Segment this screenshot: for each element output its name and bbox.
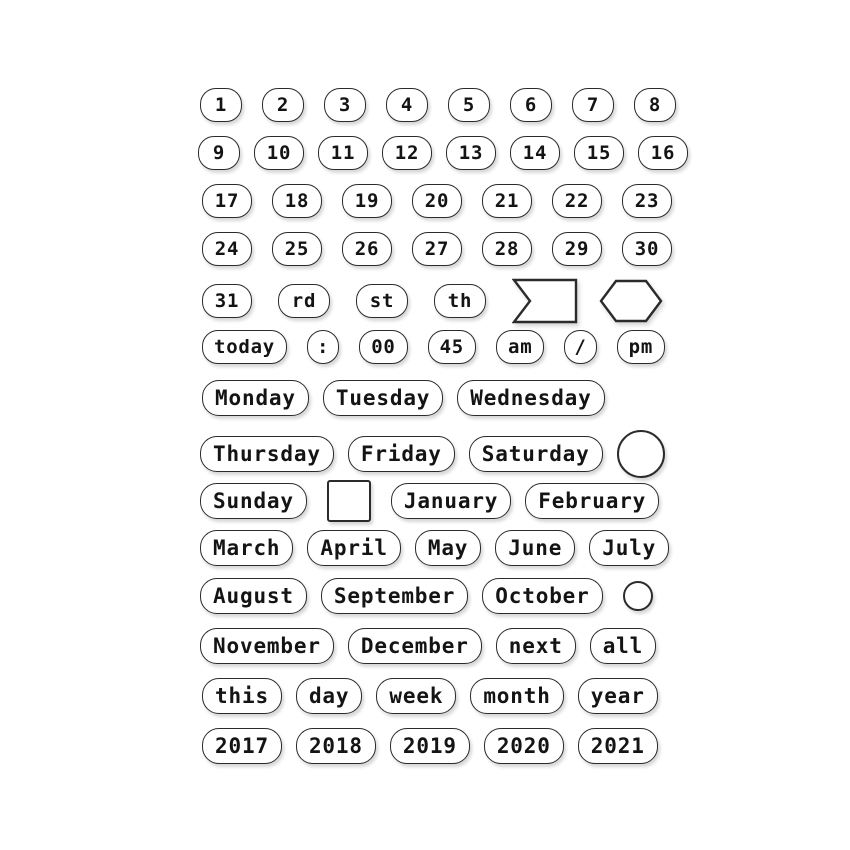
stamp-number[interactable]: 17 [202,184,252,218]
stamp-number[interactable]: 3 [324,88,366,122]
stamp-tuesday[interactable]: Tuesday [323,380,443,416]
stamp-march[interactable]: March [200,530,293,566]
stamp-number[interactable]: 30 [622,232,672,266]
stamp-july[interactable]: July [589,530,669,566]
stamp-april[interactable]: April [307,530,400,566]
stamp-number[interactable]: 1 [200,88,242,122]
stamp-sunday[interactable]: Sunday [200,483,307,519]
row-time [202,330,665,364]
stamp-number[interactable]: 25 [272,232,322,266]
stamp-number[interactable]: 12 [382,136,432,170]
row-weekdays-3 [200,480,659,522]
stamp-suffix-rd[interactable]: rd [278,284,330,318]
stamp-june[interactable]: June [495,530,575,566]
row-suffixes-and-shapes [202,278,664,324]
stamp-am[interactable]: am [496,330,544,364]
stamp-number[interactable]: 7 [572,88,614,122]
row-numbers-9-16 [198,136,688,170]
hexagon-shape[interactable] [598,278,664,324]
row-months-2 [200,530,669,566]
stamp-january[interactable]: January [391,483,511,519]
row-periods [202,678,658,714]
stamp-number[interactable]: 2 [262,88,304,122]
stamp-next[interactable]: next [496,628,576,664]
stamp-number[interactable]: 13 [446,136,496,170]
stamp-number[interactable]: 16 [638,136,688,170]
stamp-year-2017[interactable]: 2017 [202,728,282,764]
stamp-number[interactable]: 29 [552,232,602,266]
stamp-colon[interactable]: : [307,330,339,364]
stamp-month[interactable]: month [470,678,563,714]
stamp-minutes-00[interactable]: 00 [359,330,407,364]
stamp-year-2018[interactable]: 2018 [296,728,376,764]
stamp-december[interactable]: December [348,628,482,664]
stamp-number[interactable]: 10 [254,136,304,170]
stamp-number[interactable]: 19 [342,184,392,218]
stamp-thursday[interactable]: Thursday [200,436,334,472]
stamp-number[interactable]: 27 [412,232,462,266]
stamp-number[interactable]: 11 [318,136,368,170]
stamp-number[interactable]: 31 [202,284,252,318]
stamp-number[interactable]: 5 [448,88,490,122]
stamp-week[interactable]: week [376,678,456,714]
flag-banner-shape[interactable] [512,278,578,324]
stamp-year-2021[interactable]: 2021 [578,728,658,764]
row-weekdays-2 [200,430,665,478]
row-weekdays-1 [202,380,605,416]
stamp-number[interactable]: 8 [634,88,676,122]
stamp-number[interactable]: 24 [202,232,252,266]
stamp-friday[interactable]: Friday [348,436,455,472]
stamp-number[interactable]: 9 [198,136,240,170]
stamp-suffix-st[interactable]: st [356,284,408,318]
stamp-february[interactable]: February [525,483,659,519]
row-months-4 [200,628,656,664]
stamp-minutes-45[interactable]: 45 [428,330,476,364]
stamp-suffix-th[interactable]: th [434,284,486,318]
stamp-wednesday[interactable]: Wednesday [457,380,604,416]
small-circle-shape[interactable] [623,581,653,611]
stamp-number[interactable]: 23 [622,184,672,218]
stamp-slash[interactable]: / [564,330,596,364]
square-shape[interactable] [327,480,371,522]
stamp-number[interactable]: 22 [552,184,602,218]
stamp-november[interactable]: November [200,628,334,664]
stamp-number[interactable]: 21 [482,184,532,218]
stamp-october[interactable]: October [482,578,602,614]
stamp-number[interactable]: 26 [342,232,392,266]
stamp-monday[interactable]: Monday [202,380,309,416]
stamp-year-2020[interactable]: 2020 [484,728,564,764]
row-years [202,728,658,764]
stamp-number[interactable]: 6 [510,88,552,122]
stamp-saturday[interactable]: Saturday [469,436,603,472]
row-numbers-17-23 [202,184,672,218]
stamp-august[interactable]: August [200,578,307,614]
stamp-number[interactable]: 28 [482,232,532,266]
stamp-all[interactable]: all [590,628,656,664]
stamp-day[interactable]: day [296,678,362,714]
stamp-september[interactable]: September [321,578,468,614]
stamp-number[interactable]: 4 [386,88,428,122]
row-numbers-1-8 [200,88,676,122]
stamp-may[interactable]: May [415,530,481,566]
row-months-3 [200,578,653,614]
stamp-number[interactable]: 18 [272,184,322,218]
stamp-number[interactable]: 20 [412,184,462,218]
large-circle-shape[interactable] [617,430,665,478]
stamp-today[interactable]: today [202,330,287,364]
stamp-number[interactable]: 15 [574,136,624,170]
stamp-number[interactable]: 14 [510,136,560,170]
row-numbers-24-30 [202,232,672,266]
stamp-this[interactable]: this [202,678,282,714]
stamp-year-2019[interactable]: 2019 [390,728,470,764]
stamp-year[interactable]: year [578,678,658,714]
stamp-pm[interactable]: pm [617,330,665,364]
